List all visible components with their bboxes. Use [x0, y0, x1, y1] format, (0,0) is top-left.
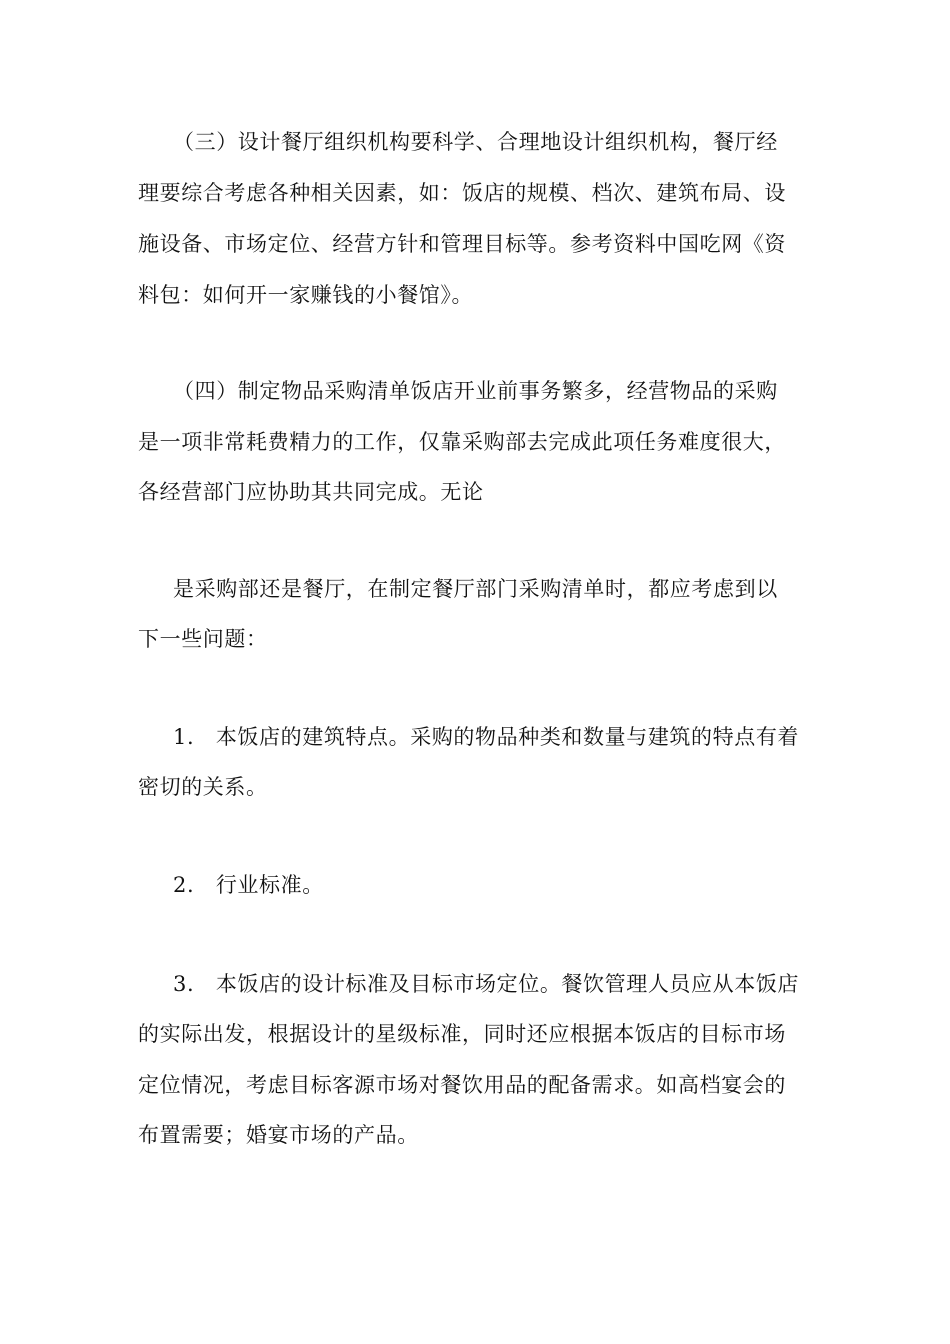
text-line: 定位情况，考虑目标客源市场对餐饮用品的配备需求。如高档宴会的 [138, 1073, 786, 1097]
text-line: 1. 本饭店的建筑特点。采购的物品种类和数量与建筑的特点有着 [173, 725, 800, 749]
text-line: 布置需要；婚宴市场的产品。 [138, 1123, 419, 1147]
text-line: 下一些问题： [138, 627, 268, 651]
text-line: 料包：如何开一家赚钱的小餐馆》。 [138, 283, 474, 307]
text-line: 是一项非常耗费精力的工作，仅靠采购部去完成此项任务难度很大， [138, 430, 786, 454]
text-line: 施设备、市场定位、经营方针和管理目标等。参考资料中国吃网《资 [138, 232, 786, 256]
text-line: 2. 行业标准。 [173, 873, 324, 897]
text-line: 是采购部还是餐厅，在制定餐厅部门采购清单时，都应考虑到以 [173, 577, 778, 601]
text-line: （四）制定物品采购清单饭店开业前事务繁多，经营物品的采购 [173, 379, 778, 403]
text-line: 3. 本饭店的设计标准及目标市场定位。餐饮管理人员应从本饭店 [173, 972, 800, 996]
text-line: 的实际出发，根据设计的星级标准，同时还应根据本饭店的目标市场 [138, 1022, 786, 1046]
text-line: 密切的关系。 [138, 775, 268, 799]
text-line: 各经营部门应协助其共同完成。无论 [138, 480, 484, 504]
text-line: （三）设计餐厅组织机构要科学、合理地设计组织机构，餐厅经 [173, 130, 778, 154]
text-line: 理要综合考虑各种相关因素，如：饭店的规模、档次、建筑布局、设 [138, 181, 786, 205]
